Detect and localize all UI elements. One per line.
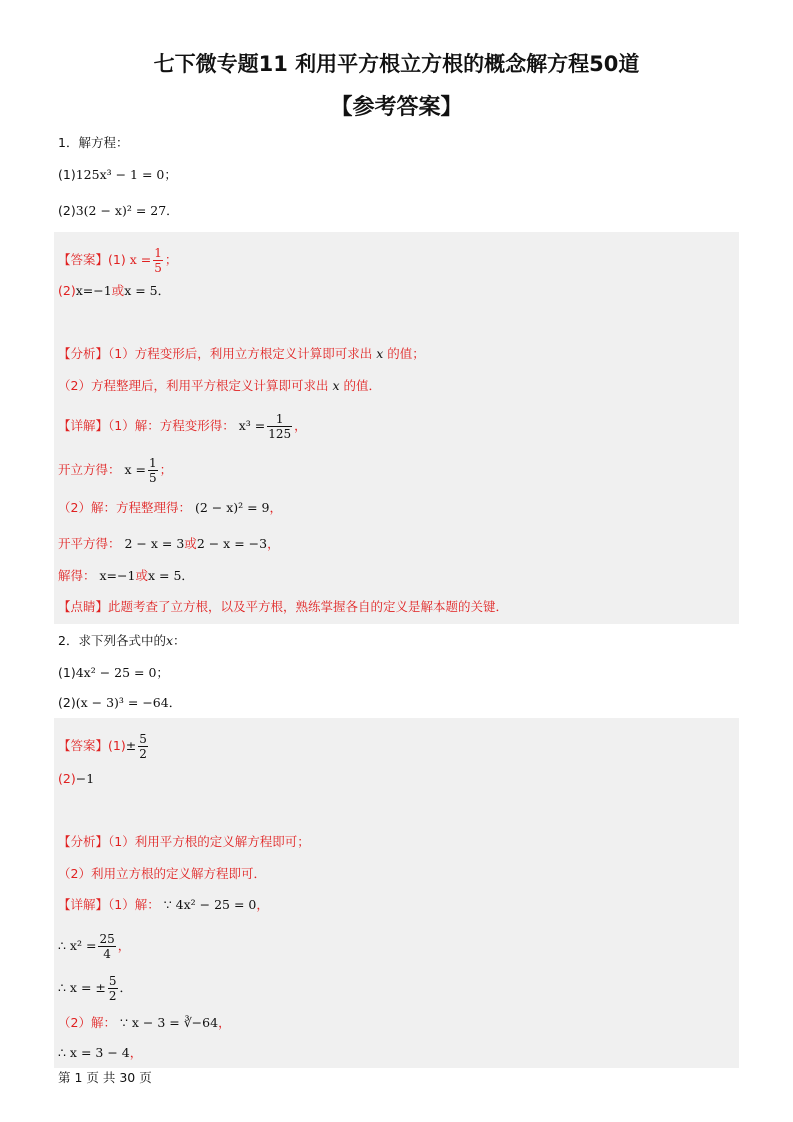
q1-part2-expr: 3(2 − x)² = 27． [75,203,179,218]
q1-solve-or: 或 [135,568,148,583]
q1-analysis-1 [58,345,425,363]
q1-sqrt-label: 开平方得： [58,536,121,551]
fraction-denominator: 5 [154,261,162,275]
q1-part1-label: (1) [58,167,76,182]
fraction-numerator: 1 [154,246,162,260]
q1-detail-1-end: ， [294,418,307,433]
q2-part2-label: (2) [58,695,76,710]
q1-sqrt-or: 或 [184,536,197,551]
q1-detail-1-lhs: x³ = [238,418,266,433]
q2-detail-1-text: （1）解： [108,897,160,912]
q1-part1-expr: 125x³ − 1 = 0； [75,167,177,182]
q1-solve-b: x = 5． [147,568,194,583]
q1-detail-2-end: ， [269,500,283,515]
q1-analysis-tag: 【分析】 [58,346,109,361]
q1-part2-label: (2) [58,203,76,218]
q2-detail-tag: 【详解】 [58,897,109,912]
q1-answer-1-end: ； [164,252,178,267]
q2-detail-1-expr: ∵ 4x² − 25 = 0 [163,897,257,912]
q2-detail-2-expr: ∵ x − 3 = ∛−64 [119,1015,219,1030]
q1-comment-tag: 【点睛】 [58,599,109,614]
q2-step-a-lhs: ∴ x² = [58,938,97,953]
q1-comment-text: 此题考查了立方根，以及平方根，熟练掌握各自的定义是解本题的关键． [108,599,509,614]
q2-detail-2 [58,1014,231,1032]
fraction-denominator: 5 [149,471,157,485]
q1-detail-2-expr: (2 − x)² = 9 [194,500,270,515]
q1-answer-2-b: x = 5． [124,283,171,298]
q2-step-a-end: ， [117,938,131,953]
q2-part2 [58,694,181,712]
q2-analysis-1-text: （1）利用平方根的定义解方程即可； [108,834,310,849]
fraction-numerator: 25 [99,932,115,946]
q2-analysis-tag: 【分析】 [58,834,109,849]
q2-step-b-end: ． [119,980,133,995]
fraction-denominator: 4 [103,947,111,961]
q2-step-c-end: ， [129,1045,143,1060]
q2-step-a-fraction [98,932,115,961]
q1-answer-1-lhs: x = [129,252,152,267]
q1-answer-1-fraction [153,246,163,275]
q1-answer-1-label: (1) [108,252,126,267]
q2-detail-1-end: ， [256,897,269,912]
fraction-numerator: 5 [139,732,147,746]
q2-answer-tag: 【答案】 [58,738,109,753]
q1-answer-2-label: (2) [58,283,76,298]
fraction-denominator: 2 [139,747,147,761]
fraction-numerator: 1 [267,412,292,427]
fraction-numerator: 5 [108,974,117,988]
fraction-denominator: 125 [268,427,292,441]
q2-answer-2-label: (2) [58,771,76,786]
q2-step-b [58,974,132,1003]
q1-stem: 1．解方程： [58,135,129,150]
q1-analysis-2-x: x [332,378,340,393]
q2-part1-expr: 4x² − 25 = 0； [75,665,169,680]
q1-detail-1-text: （1）解：方程变形得： [108,418,235,433]
q1-solve-a: x=−1 [99,568,136,583]
q1-detail-2-text: （2）解：方程整理得： [58,500,191,515]
q1-sqrt-a: 2 − x = 3 [124,536,185,551]
q2-part2-expr: (x − 3)³ = −64． [75,695,182,710]
q2-answer-1 [58,732,150,761]
q2-step-b-lhs: ∴ x = ± [58,980,106,995]
q1-cube-root-step [58,456,172,485]
q2-step-b-fraction [108,974,118,1003]
q2-answer-1-fraction [138,732,148,761]
q1-sqrt-end: ， [267,536,280,551]
q1-answer-tag: 【答案】 [58,252,109,267]
q1-cube-root-fraction [148,456,158,485]
q1-detail-2 [58,499,282,517]
q2-stem [58,632,186,650]
q1-analysis-1b: 的值； [387,346,425,361]
q2-detail-2-text: （2）解： [58,1015,116,1030]
q2-stem-end: ： [173,633,186,648]
q2-step-c [58,1044,142,1062]
fraction-numerator: 1 [149,456,157,470]
q2-stem-x: x [165,633,174,648]
q1-part2 [58,202,179,220]
q1-solve-label: 解得： [58,568,96,583]
q1-analysis-1-x: x [376,346,384,361]
q1-detail-tag: 【详解】 [58,418,109,433]
q2-step-c-text: ∴ x = 3 − 4 [58,1045,130,1060]
page-title: 七下微专题11 利用平方根立方根的概念解方程50道 [153,52,640,76]
q1-detail-1 [58,412,307,441]
q1-sqrt-b: 2 − x = −3 [196,536,268,551]
q1-cube-root-end: ； [159,462,173,477]
q1-part1 [58,166,177,184]
q2-answer-2 [58,770,94,788]
q2-answer-1-label: (1) [108,738,126,753]
q1-analysis-2b: 的值． [343,378,382,393]
q1-analysis-2a: （2）方程整理后，利用平方根定义计算即可求出 [58,378,329,393]
q2-detail-2-end: ， [218,1015,231,1030]
q1-sqrt-step [58,535,280,553]
q1-answer-1 [58,246,177,275]
q2-analysis-2: （2）利用立方根的定义解方程即可． [58,866,266,881]
q1-answer-2 [58,282,170,300]
q1-analysis-1a: （1）方程变形后，利用立方根定义计算即可求出 [108,346,373,361]
q2-stem-text: 2．求下列各式中的 [58,633,166,648]
q1-cube-root-lhs: x = [124,462,146,477]
q1-comment [58,598,508,616]
q1-answer-2-a: x=−1 [75,283,112,298]
page-footer: 第 1 页 共 30 页 [58,1070,152,1085]
page-subtitle: 【参考答案】 [330,95,463,120]
q2-part1 [58,664,169,682]
q1-answer-2-or: 或 [111,283,125,298]
q2-answer-2-val: −1 [75,771,95,786]
q2-part1-label: (1) [58,665,76,680]
q1-analysis-2 [58,377,381,395]
q1-detail-1-fraction [267,412,292,441]
fraction-denominator: 2 [108,989,117,1003]
q2-answer-1-pm: ± [125,738,137,753]
q2-step-a [58,932,130,961]
q1-cube-root-label: 开立方得： [58,462,121,477]
q2-detail-1 [58,896,269,914]
q1-solve-step [58,567,194,585]
q2-analysis-1 [58,833,310,851]
